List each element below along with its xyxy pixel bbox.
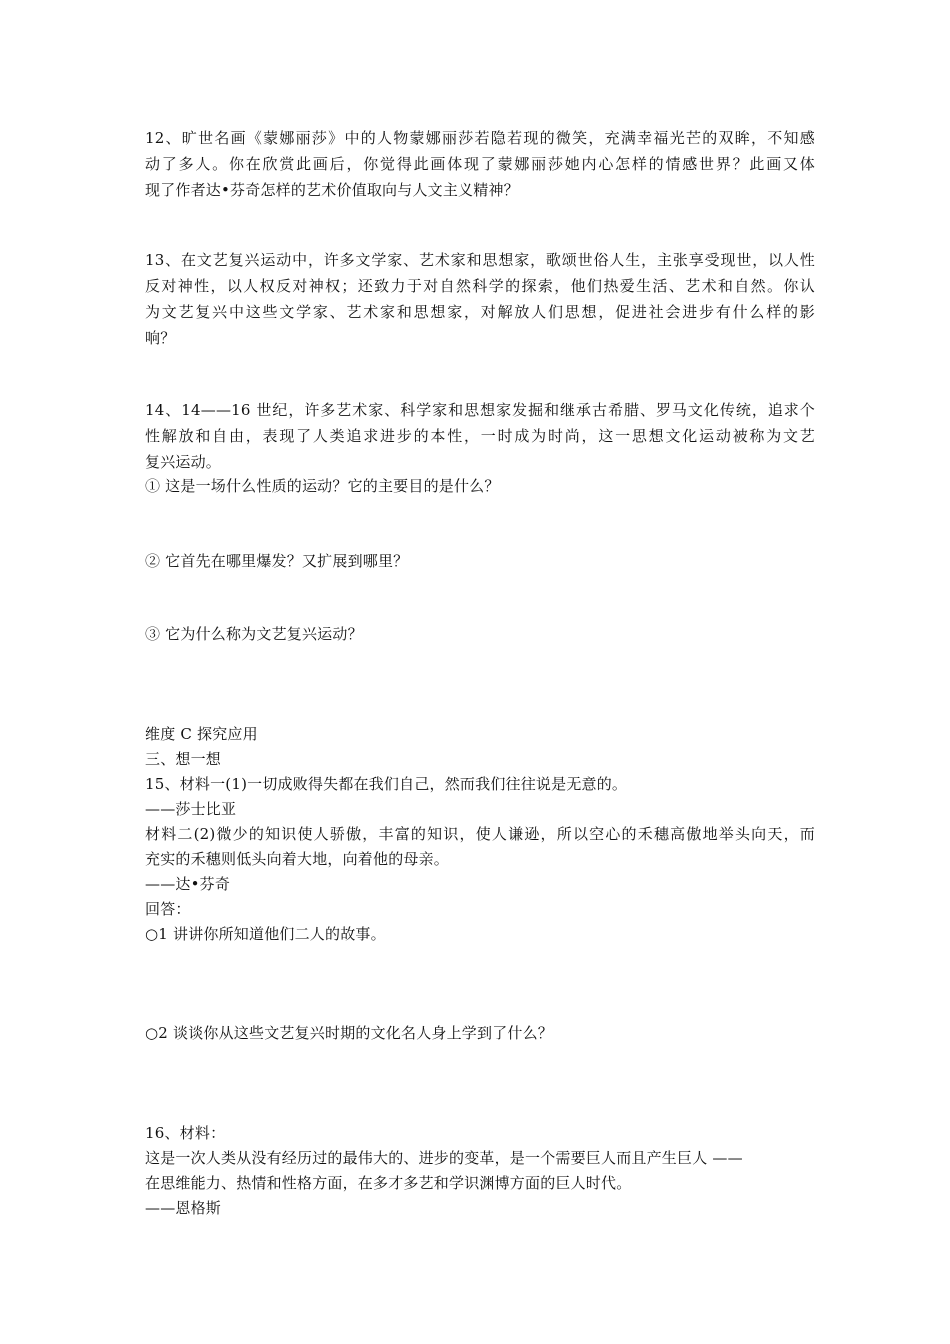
q16-material-line-2: 在思维能力、热情和性格方面，在多才多艺和学识渊博方面的巨人时代。 [145,1174,632,1192]
q15-author-2: ——达•芬奇 [145,875,231,893]
q14-line-1: 14、14——16 世纪，许多艺术家、科学家和思想家发掘和继承古希腊、罗马文化传统，追求个 [145,401,815,419]
q14-line-2: 性解放和自由，表现了人类追求进步的本性，一时成为时尚，这一思想文化运动被称为文艺 [145,427,815,445]
q15-author-1: ——莎士比亚 [145,800,237,818]
q12-line-1: 12、旷世名画《蒙娜丽莎》中的人物蒙娜丽莎若隐若现的微笑，充满幸福光芒的双眸，不知感 [145,129,815,147]
q16-heading: 16、材料： [145,1124,226,1142]
q13-line-1: 13、在文艺复兴运动中，许多文学家、艺术家和思想家，歌颂世俗人生，主张享受现世，以人性 [145,251,815,269]
q16-author: ——恩格斯 [145,1199,222,1217]
section-heading: 三、想一想 [145,750,222,768]
q15-answer-label: 回答： [145,900,191,918]
q15-material-1: 15、材料一(1)一切成败得失都在我们自己，然而我们往往说是无意的。 [145,775,628,793]
q13-line-2: 反对神性，以人权反对神权；还致力于对自然科学的探索，他们热爱生活、艺术和自然。你认 [145,277,815,295]
q15-material-2-line-1: 材料二(2)微少的知识使人骄傲，丰富的知识，使人谦逊，所以空心的禾穗高傲地举头向天，而 [145,825,815,843]
q13-line-4: 响？ [145,329,176,347]
q12-line-3: 现了作者达•芬奇怎样的艺术价值取向与人文主义精神？ [145,181,519,199]
q14-sub-question-2: ② 它首先在哪里爆发？又扩展到哪里？ [145,552,409,570]
q15-material-2-line-2: 充实的禾穗则低头向着大地，向着他的母亲。 [145,850,450,868]
q14-sub-question-3: ③ 它为什么称为文艺复兴运动？ [145,625,363,643]
q14-line-3: 复兴运动。 [145,453,222,471]
q16-material-line-1: 这是一次人类从没有经历过的最伟大的、进步的变革，是一个需要巨人而且产生巨人 —— [145,1149,743,1167]
q14-sub-question-1: ① 这是一场什么性质的运动？它的主要目的是什么？ [145,477,500,495]
dimension-heading: 维度 C 探究应用 [145,725,258,743]
q15-sub-question-2: ○2 谈谈你从这些文艺复兴时期的文化名人身上学到了什么？ [145,1024,554,1042]
q15-sub-question-1: ○1 讲讲你所知道他们二人的故事。 [145,925,386,943]
q13-line-3: 为文艺复兴中这些文学家、艺术家和思想家，对解放人们思想，促进社会进步有什么样的影 [145,303,815,321]
q12-line-2: 动了多人。你在欣赏此画后，你觉得此画体现了蒙娜丽莎她内心怎样的情感世界？此画又体 [145,155,815,173]
